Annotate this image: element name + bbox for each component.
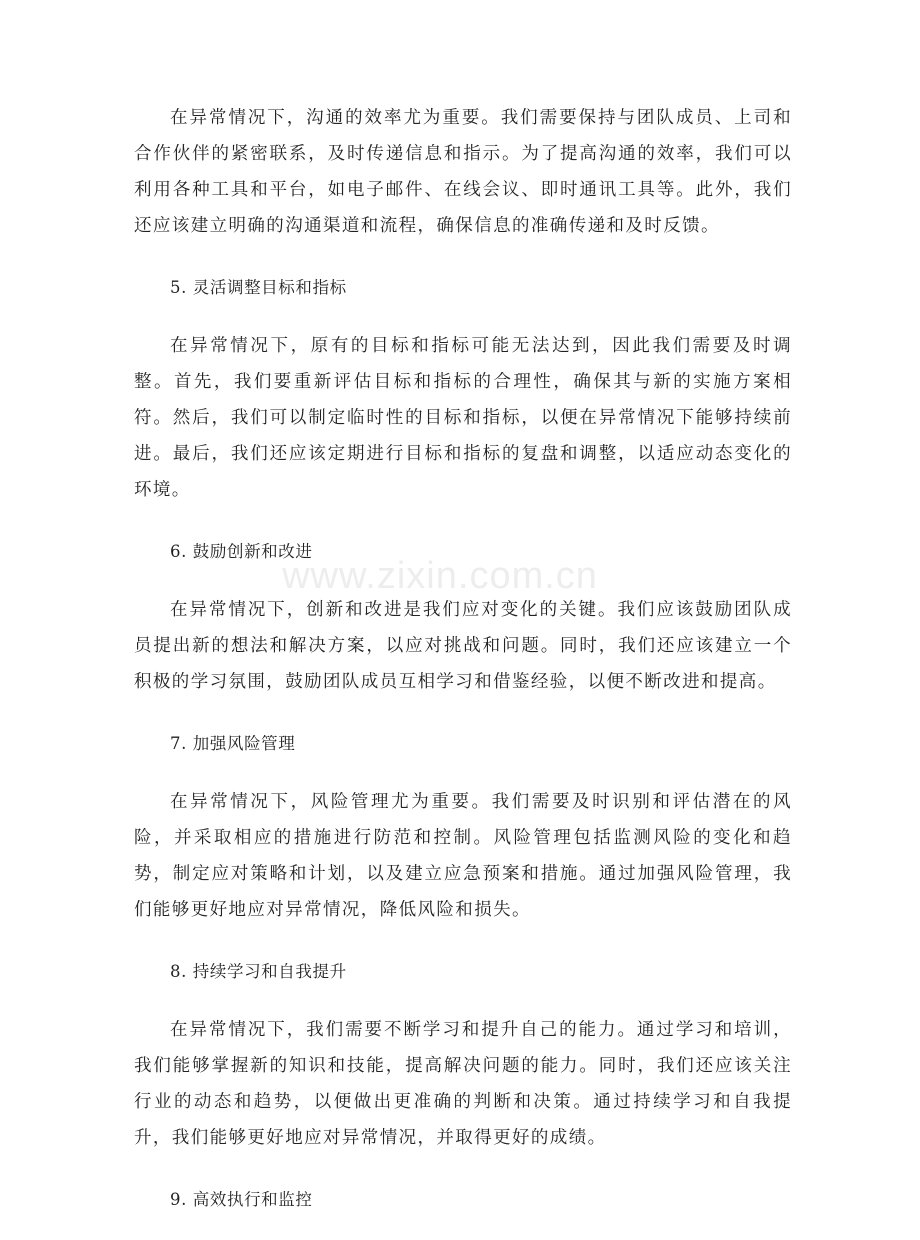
paragraph-innovation: 在异常情况下，创新和改进是我们应对变化的关键。我们应该鼓励团队成员提出新的想法和解决方案，以应对挑战和问题。同时，我们还应该建立一个积极的学习氛围，鼓励团队成员互相学习和借鉴经验，以便不断改进和提高。 (134, 600, 792, 692)
document-body (134, 100, 792, 1240)
heading-adjust-goals: 5. 灵活调整目标和指标 (170, 278, 347, 297)
paragraph-communication: 在异常情况下，沟通的效率尤为重要。我们需要保持与团队成员、上司和合作伙伴的紧密联系，及时传递信息和指示。为了提高沟通的效率，我们可以利用各种工具和平台，如电子邮件、在线会议、即时通讯工具等。此外，我们还应该建立明确的沟通渠道和流程，确保信息的准确传递和及时反馈。 (134, 108, 792, 236)
paragraph-adjust-goals: 在异常情况下，原有的目标和指标可能无法达到，因此我们需要及时调整。首先，我们要重新评估目标和指标的合理性，确保其与新的实施方案相符。然后，我们可以制定临时性的目标和指标，以便在异常情况下能够持续前进。最后，我们还应该定期进行目标和指标的复盘和调整，以适应动态变化的环境。 (134, 336, 792, 500)
watermark: www.zixin.com.cn (282, 555, 598, 597)
heading-execution-monitoring: 9. 高效执行和监控 (170, 1190, 313, 1209)
heading-risk-management: 7. 加强风险管理 (170, 734, 296, 753)
heading-innovation: 6. 鼓励创新和改进 (170, 542, 313, 561)
paragraph-risk-management: 在异常情况下，风险管理尤为重要。我们需要及时识别和评估潜在的风险，并采取相应的措施进行防范和控制。风险管理包括监测风险的变化和趋势，制定应对策略和计划，以及建立应急预案和措施。通过加强风险管理，我们能够更好地应对异常情况，降低风险和损失。 (134, 792, 792, 920)
heading-continuous-learning: 8. 持续学习和自我提升 (170, 962, 347, 981)
paragraph-continuous-learning: 在异常情况下，我们需要不断学习和提升自己的能力。通过学习和培训，我们能够掌握新的知识和技能，提高解决问题的能力。同时，我们还应该关注行业的动态和趋势，以便做出更准确的判断和决策。通过持续学习和自我提升，我们能够更好地应对异常情况，并取得更好的成绩。 (134, 1020, 792, 1148)
